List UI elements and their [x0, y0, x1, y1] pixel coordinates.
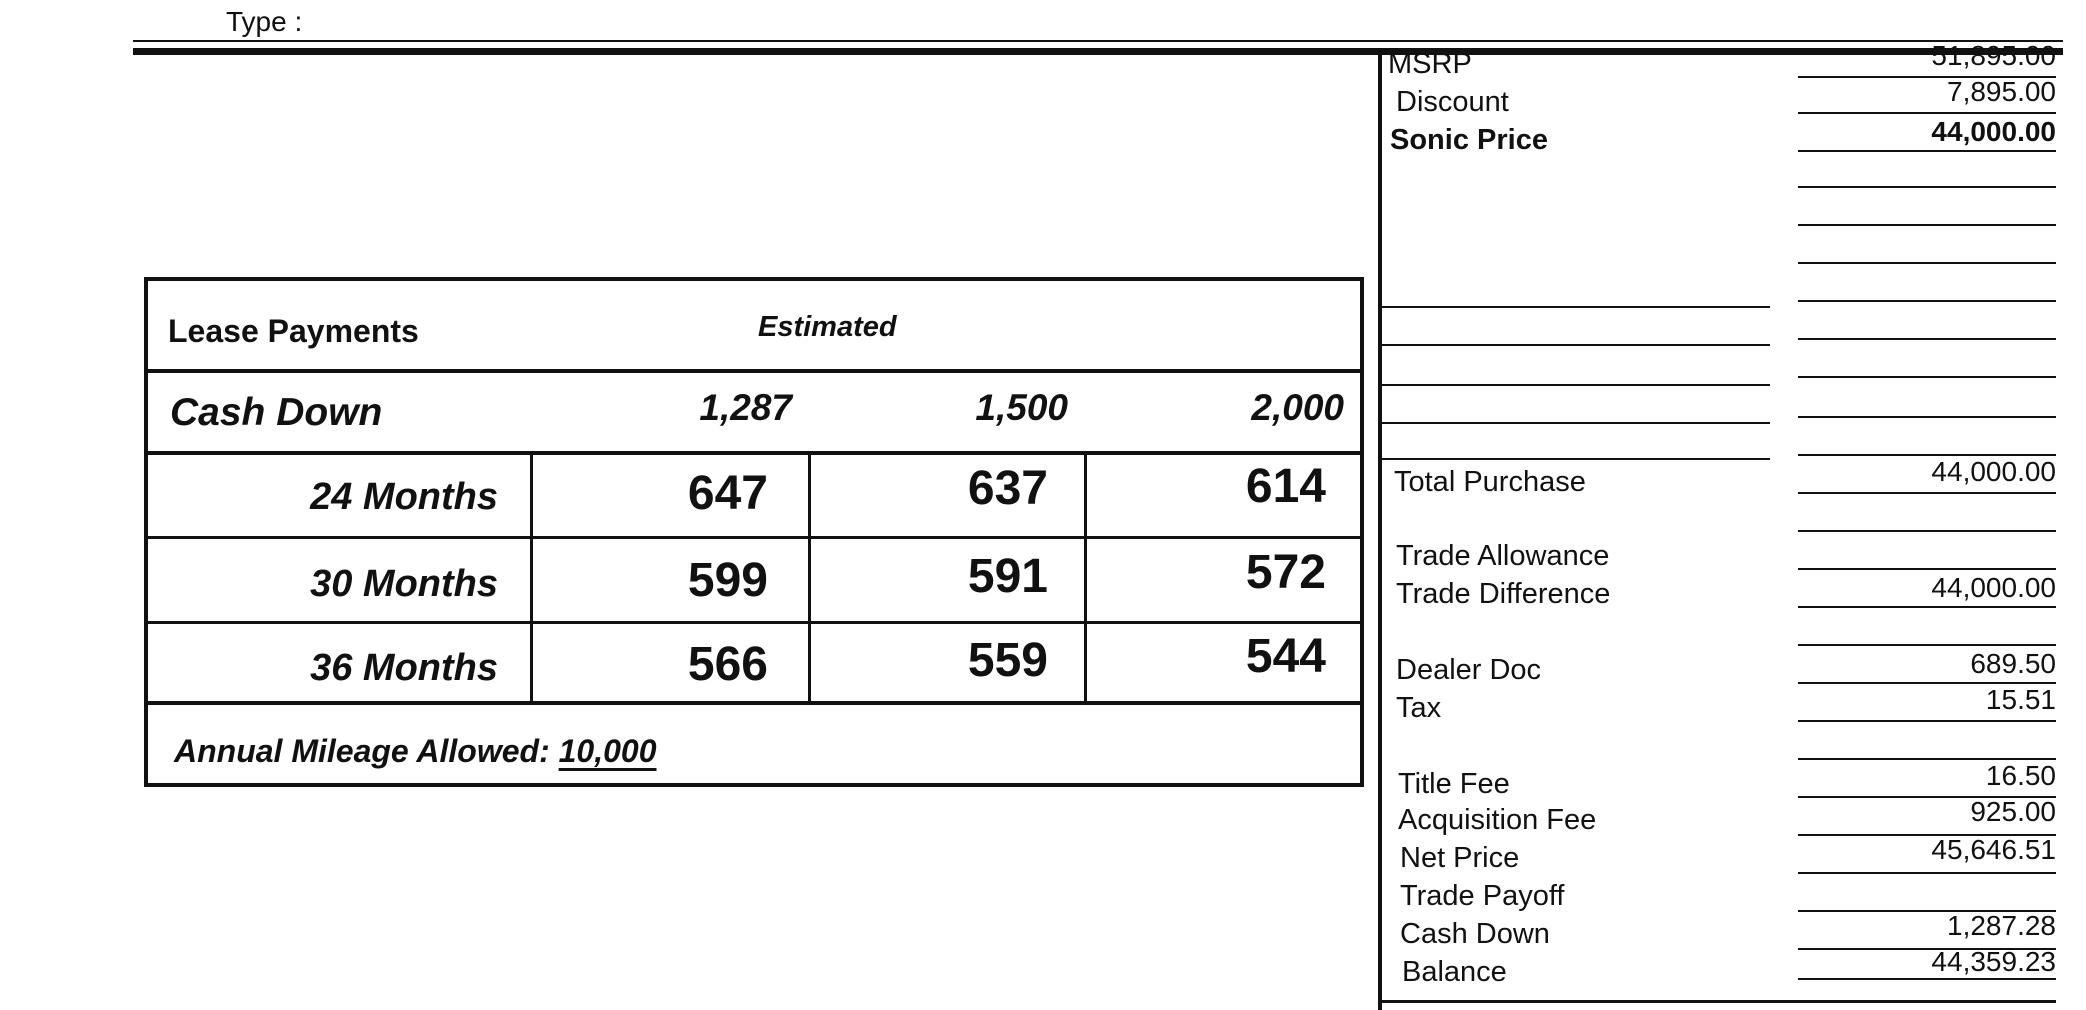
cash-down-option: 2,000 [1251, 387, 1344, 428]
title-fee-label: Title Fee [1398, 768, 1510, 800]
payment-cell: 614 [1245, 460, 1326, 513]
dealer-doc-value: 689.50 [1970, 648, 2056, 679]
trade-payoff-label: Trade Payoff [1400, 880, 1565, 912]
payment-cell: 559 [967, 634, 1048, 687]
cash-down-price-value: 1,287.28 [1947, 910, 2056, 941]
cash-down-option: 1,500 [975, 387, 1068, 428]
term-label: 24 Months [310, 476, 498, 518]
panel-divider [1378, 48, 1382, 1010]
payment-cell: 572 [1245, 546, 1326, 599]
grid-col-divider [1084, 451, 1087, 703]
discount-label: Discount [1396, 86, 1509, 118]
payment-cell: 544 [1245, 630, 1326, 683]
msrp-value: 51,895.00 [1931, 40, 2056, 71]
estimated-label: Estimated [758, 311, 897, 343]
mileage-label: Annual Mileage Allowed: [174, 733, 550, 769]
lease-title: Lease Payments [168, 313, 419, 349]
payment-cell: 647 [687, 467, 768, 520]
title-row-divider [148, 369, 1360, 373]
type-label: Type : [226, 6, 303, 37]
header-thick-rule [133, 48, 2063, 55]
sonic-price-value: 44,000.00 [1931, 116, 2056, 147]
cash-down-row-divider [148, 451, 1360, 455]
term-label: 36 Months [310, 647, 498, 689]
trade-allowance-label: Trade Allowance [1396, 540, 1610, 572]
balance-label: Balance [1402, 956, 1507, 988]
grid-row-divider [148, 621, 1360, 624]
grid-row-divider [148, 536, 1360, 539]
payment-cell: 637 [967, 462, 1048, 515]
grid-bottom-divider [148, 701, 1360, 705]
net-price-value: 45,646.51 [1931, 834, 2056, 865]
total-purchase-value: 44,000.00 [1931, 456, 2056, 487]
payment-cell: 591 [967, 550, 1048, 603]
balance-value: 44,359.23 [1931, 946, 2056, 977]
acquisition-fee-label: Acquisition Fee [1398, 804, 1597, 836]
sonic-price-label: Sonic Price [1390, 124, 1548, 156]
total-purchase-label: Total Purchase [1394, 466, 1586, 498]
header-thin-rule [133, 40, 2063, 42]
payment-cell: 599 [687, 554, 768, 607]
msrp-label: MSRP [1388, 48, 1472, 80]
dealer-doc-label: Dealer Doc [1396, 654, 1542, 686]
cash-down-price-label: Cash Down [1400, 918, 1550, 950]
cash-down-label: Cash Down [170, 391, 383, 434]
acquisition-fee-value: 925.00 [1970, 796, 2056, 827]
title-fee-value: 16.50 [1985, 760, 2056, 791]
trade-difference-value: 44,000.00 [1931, 572, 2056, 603]
net-price-label: Net Price [1400, 842, 1520, 874]
grid-col-divider [808, 451, 811, 703]
mileage-value: 10,000 [558, 733, 657, 769]
cash-down-option: 1,287 [699, 387, 792, 428]
payment-cell: 566 [687, 638, 768, 691]
tax-label: Tax [1396, 692, 1442, 724]
discount-value: 7,895.00 [1947, 76, 2056, 107]
trade-difference-label: Trade Difference [1396, 578, 1611, 610]
annual-mileage [174, 733, 657, 770]
tax-value: 15.51 [1985, 684, 2056, 715]
term-label: 30 Months [310, 563, 498, 605]
grid-col-divider [530, 451, 533, 703]
lease-payments-table [144, 277, 1364, 787]
